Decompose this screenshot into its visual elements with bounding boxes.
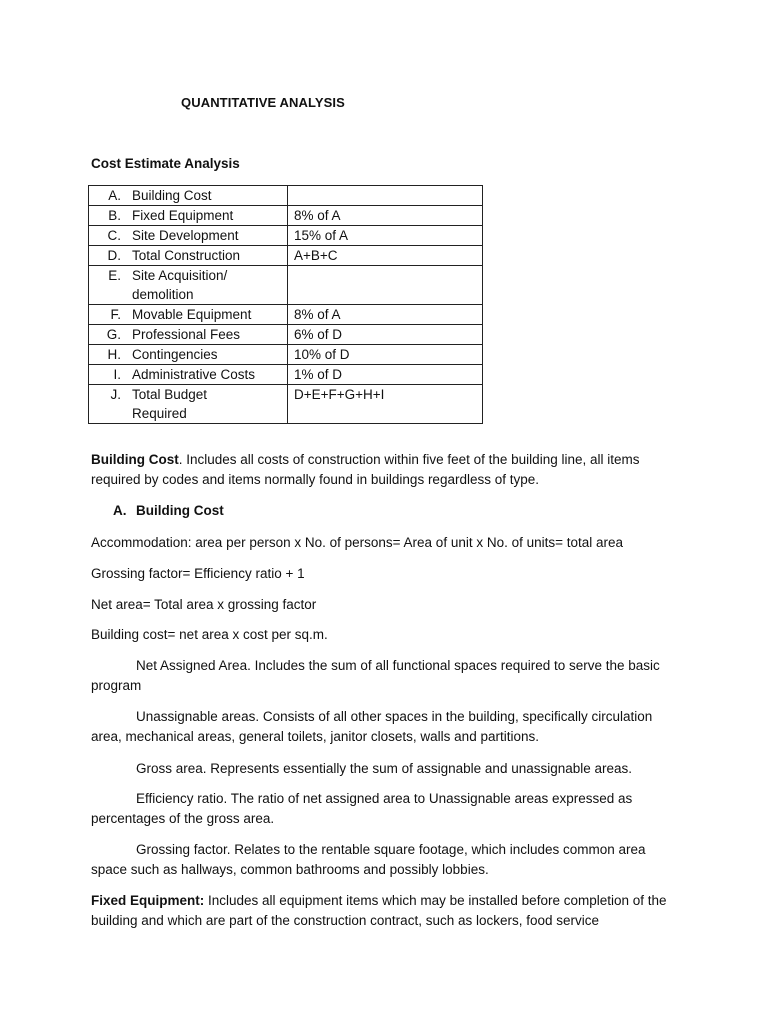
row-value <box>288 266 483 305</box>
row-value: 8% of A <box>288 206 483 226</box>
definition-net-assigned-area: Net Assigned Area. Includes the sum of all functional spaces required to serve the basic program <box>91 658 660 693</box>
definition-unassignable-areas: Unassignable areas. Consists of all other spaces in the building, specifically circulation area, mechanical areas, general toilets, janitor closets, walls and partitions. <box>91 709 653 744</box>
section-subtitle: Cost Estimate Analysis <box>91 156 240 171</box>
row-value: A+B+C <box>288 246 483 266</box>
table-row <box>89 365 483 385</box>
row-value: 6% of D <box>288 325 483 345</box>
table-row <box>89 325 483 345</box>
paragraph-text: Includes all equipment items which may be installed before completion of the building and which are part of the construction contract, such as lockers, food service <box>91 893 667 928</box>
table-row <box>89 246 483 266</box>
row-item: Professional Fees <box>132 327 241 342</box>
paragraph-lead: Fixed Equipment: <box>91 893 205 908</box>
row-item: Fixed Equipment <box>132 208 234 223</box>
section-heading-a <box>113 503 224 518</box>
paragraph-text: . Includes all costs of construction within five feet of the building line, all items required by codes and items normally found in buildings regardless of type. <box>91 452 640 487</box>
row-item: Total Budget Required <box>132 387 208 421</box>
paragraph-lead: Building Cost <box>91 452 179 467</box>
row-letter: J. <box>110 387 121 402</box>
row-value: 10% of D <box>288 345 483 365</box>
row-letter: I. <box>113 367 121 382</box>
row-item: Total Construction <box>132 248 241 263</box>
section-letter: A. <box>113 503 127 518</box>
definition-gross-area: Gross area. Represents essentially the sum of assignable and unassignable areas. <box>136 761 633 776</box>
table-row <box>89 266 483 305</box>
fixed-equipment-paragraph <box>91 891 671 931</box>
row-letter: F. <box>110 307 121 322</box>
table-row <box>89 385 483 424</box>
row-item: Administrative Costs <box>132 367 256 382</box>
formula-net-area: Net area= Total area x grossing factor <box>91 597 317 612</box>
row-letter: E. <box>108 268 121 283</box>
row-letter: A. <box>108 188 121 203</box>
row-item: Site Development <box>132 228 239 243</box>
table-row <box>89 345 483 365</box>
row-item: Site Acquisition/ demolition <box>132 268 228 302</box>
page-title: QUANTITATIVE ANALYSIS <box>181 95 345 110</box>
table-row <box>89 206 483 226</box>
cost-estimate-table <box>88 185 483 424</box>
row-item: Building Cost <box>132 188 212 203</box>
table-row <box>89 186 483 206</box>
row-item: Movable Equipment <box>132 307 252 322</box>
formula-building-cost: Building cost= net area x cost per sq.m. <box>91 627 328 642</box>
definition-efficiency-ratio: Efficiency ratio. The ratio of net assigned area to Unassignable areas expressed as percentages of the gross area. <box>91 791 633 826</box>
row-value: 1% of D <box>288 365 483 385</box>
section-label: Building Cost <box>136 503 224 518</box>
row-value: D+E+F+G+H+I <box>288 385 483 424</box>
building-cost-paragraph <box>91 450 671 490</box>
row-letter: G. <box>106 327 121 342</box>
row-value: 8% of A <box>288 305 483 325</box>
row-value: 15% of A <box>288 226 483 246</box>
row-letter: C. <box>107 228 121 243</box>
row-value <box>288 186 483 206</box>
definition-grossing-factor: Grossing factor. Relates to the rentable square footage, which includes common area space such as hallways, common bathrooms and possibly lobbies. <box>91 842 646 877</box>
row-item: Contingencies <box>132 347 218 362</box>
table-row <box>89 305 483 325</box>
row-letter: H. <box>107 347 121 362</box>
table-row <box>89 226 483 246</box>
row-letter: D. <box>107 248 121 263</box>
formula-accommodation: Accommodation: area per person x No. of persons= Area of unit x No. of units= total area <box>91 535 624 550</box>
formula-grossing-factor: Grossing factor= Efficiency ratio + 1 <box>91 566 305 581</box>
row-letter: B. <box>108 208 121 223</box>
